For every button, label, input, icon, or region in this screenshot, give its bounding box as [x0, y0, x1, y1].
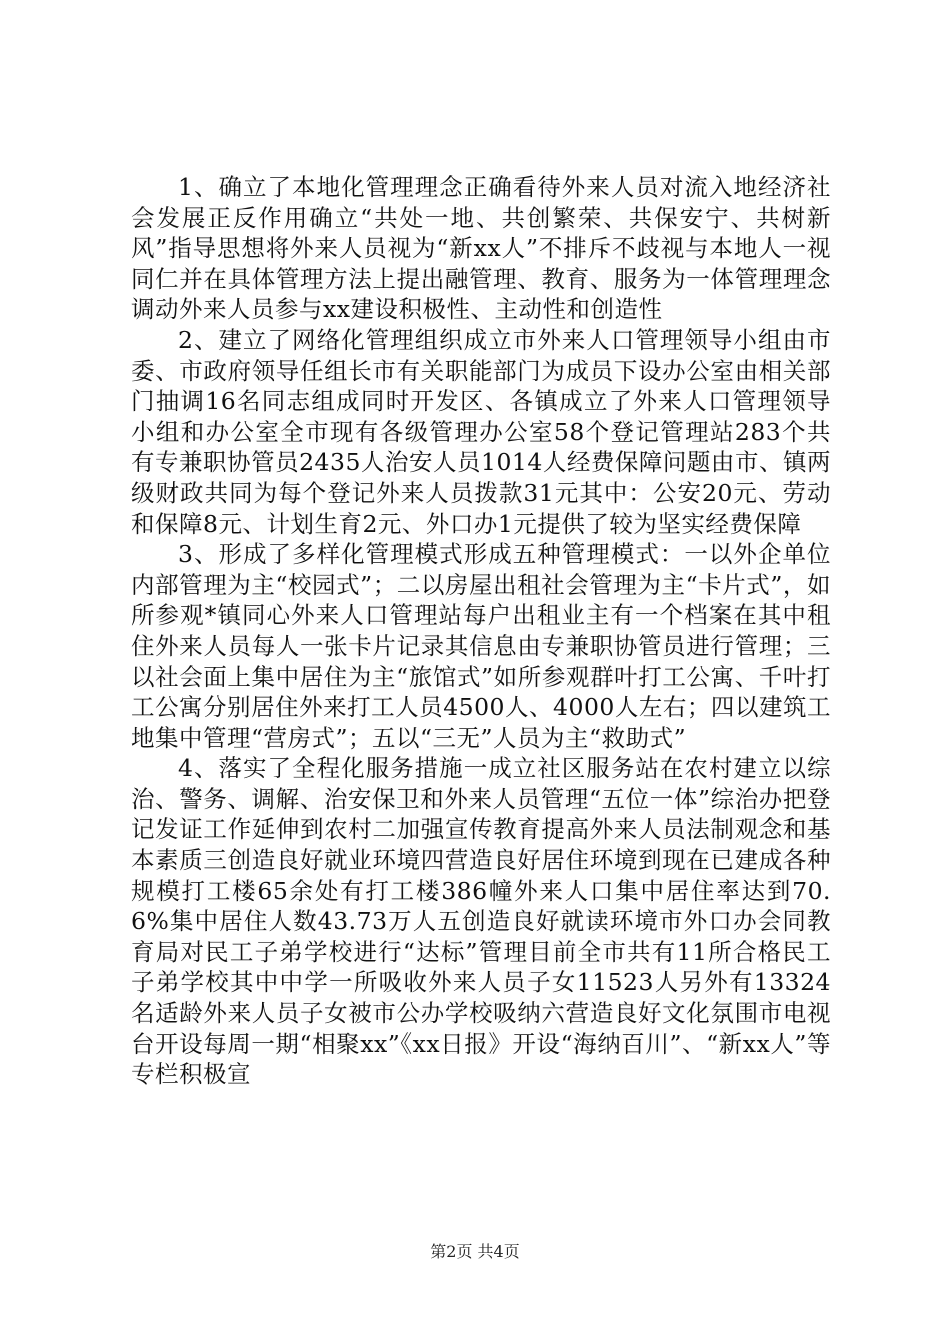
paragraph-3: 3、形成了多样化管理模式形成五种管理模式：一以外企单位内部管理为主“校园式”；二以房屋出租社会管理为主“卡片式”，如所参观*镇同心外来人口管理站每户出租业主有一个档案在其中租住外来人员每人一张卡片记录其信息由专兼职协管员进行管理；三以社会面上集中居住为主“旅馆式”如所参观群叶打工公寓、千叶打工公寓分别居住外来打工人员4500人、4000人左右；四以建筑工地集中管理“营房式”；五以“三无”人员为主“救助式”	[131, 540, 831, 752]
document-body	[131, 172, 831, 1090]
paragraph-1: 1、确立了本地化管理理念正确看待外来人员对流入地经济社会发展正反作用确立“共处一地、共创繁荣、共保安宁、共树新风”指导思想将外来人员视为“新xx人”不排斥不歧视与本地人一视同仁并在具体管理方法上提出融管理、教育、服务为一体管理理念调动外来人员参与xx建设积极性、主动性和创造性	[131, 173, 831, 324]
page-footer: 第2页 共4页	[430, 1242, 520, 1261]
paragraph-4: 4、落实了全程化服务措施一成立社区服务站在农村建立以综治、警务、调解、治安保卫和外来人员管理“五位一体”综治办把登记发证工作延伸到农村二加强宣传教育提高外来人员法制观念和基本素质三创造良好就业环境四营造良好居住环境到现在已建成各种规模打工楼65余处有打工楼386幢外来人口集中居住率达到70.6%集中居住人数43.73万人五创造良好就读环境市外口办会同教育局对民工子弟学校进行“达标”管理目前全市共有11所合格民工子弟学校其中中学一所吸收外来人员子女11523人另外有13324名适龄外来人员子女被市公办学校吸纳六营造良好文化氛围市电视台开设每周一期“相聚xx”《xx日报》开设“海纳百川”、“新xx人”等专栏积极宣	[131, 754, 831, 1089]
paragraph-2: 2、建立了网络化管理组织成立市外来人口管理领导小组由市委、市政府领导任组长市有关职能部门为成员下设办公室由相关部门抽调16名同志组成同时开发区、各镇成立了外来人口管理领导小组和办公室全市现有各级管理办公室58个登记管理站283个共有专兼职协管员2435人治安人员1014人经费保障问题由市、镇两级财政共同为每个登记外来人员拨款31元其中：公安20元、劳动和保障8元、计划生育2元、外口办1元提供了较为坚实经费保障	[131, 325, 831, 538]
